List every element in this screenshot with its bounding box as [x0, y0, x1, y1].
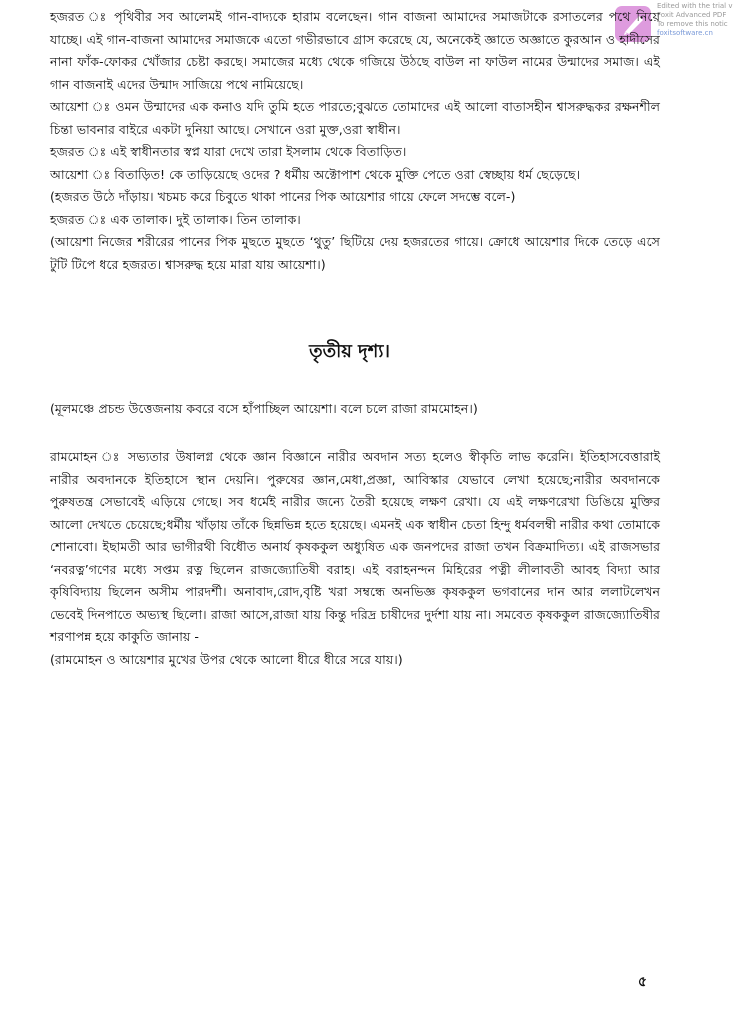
- dialogue-hazrat-3: হজরত ঃ এক তালাক। দুই তালাক। তিন তালাক।: [50, 211, 301, 227]
- dialogue-section-1: [50, 6, 660, 276]
- stage-direction-section: [50, 398, 660, 421]
- watermark-link[interactable]: foxitsoftware.cn: [657, 29, 713, 37]
- watermark-line-2: Foxit Advanced PDF: [657, 11, 727, 19]
- watermark-line-3: To remove this notic: [657, 20, 728, 28]
- stage-direction-4: (রামমোহন ও আয়েশার মুখের উপর থেকে আলো ধীরে ধীরে সরে যায়।): [50, 651, 403, 667]
- dialogue-hazrat-2: হজরত ঃ এই স্বাধীনতার স্বপ্ন যারা দেখে তারা ইসলাম থেকে বিতাড়িত।: [50, 144, 407, 159]
- page-number: ৫: [637, 974, 647, 990]
- dialogue-section-2: [50, 446, 660, 671]
- watermark-line-1: Edited with the trial v: [657, 2, 733, 10]
- stage-direction-3: (মূলমঞ্চে প্রচন্ড উত্তেজনায় কবরে বসে হাঁপাচ্ছিল আয়েশা। বলে চলে রাজা রামমোহন।): [50, 401, 478, 416]
- watermark-text: [657, 2, 733, 38]
- stage-direction-1: (হজরত উঠে দাঁড়ায়। খচমচ করে চিবুতে থাকা পানের পিক আয়েশার গায়ে ফেলে সদম্ভে বলে-): [50, 189, 516, 204]
- dialogue-ayesha-2: আয়েশা ঃ বিতাড়িত! কে তাড়িয়েছে ওদের ? ধর্মীয় অক্টোপাশ থেকে মুক্তি পেতে ওরা স্বেচ্ছায় ধর্ম ছেড়েছে।: [50, 166, 581, 182]
- scene-heading: তৃতীয় দৃশ্য।: [309, 341, 390, 362]
- dialogue-ayesha-1: আয়েশা ঃ ওমন উন্মাদের এক কনাও যদি তুমি হতে পারতে;বুঝতে তোমাদের এই আলো বাতাসহীন শ্বাসরুদ্ধকর রক্ষনশীল চিন্তা ভাবনার বাইরে একটা দুনিয়া আছে। সেখানে ওরা মুক্ত,ওরা স্বাধীন।: [50, 99, 660, 137]
- stage-direction-2: (আয়েশা নিজের শরীরের পানের পিক মুছতে মুছতে ‘থুতু’ ছিটিয়ে দেয় হজরতের গায়ে। ক্রোধে আয়েশার দিকে তেড়ে এসে টুটি টিপে ধরে হজরত। শ্বাসরুদ্ধ হয়ে মারা যায় আয়েশা।): [50, 234, 660, 272]
- dialogue-hazrat-1: হজরত ঃ পৃথিবীর সব আলেমই গান-বাদ্যকে হারাম বলেছেন। গান বাজনা আমাদের সমাজটাকে রসাতলের পথে নিয়ে যাচ্ছে। এই গান-বাজনা আমাদের সমাজকে এতো গভীরভাবে গ্রাস করেছে যে, অনেকেই জ্ঞাতে অজ্ঞাতে কুরআন ও হাদীসের নানা ফাঁক-ফোকর খোঁজার চেষ্টা করছে। সমাজের মধ্যে থেকে গজিয়ে উঠছে বাউল না ফাউল নামের উন্মাদের সমাজ। এই গান বাজনাই এদের উন্মাদ সাজিয়ে পথে নামিয়েছে।: [50, 9, 660, 92]
- dialogue-rammohan-1: রামমোহন ঃ সভ্যতার উষালগ্ন থেকে জ্ঞান বিজ্ঞানে নারীর অবদান সত্য হলেও স্বীকৃতি লাভ করেনি। ইতিহাসবেত্তারাই নারীর অবদানকে ইতিহাসে স্থান দেয়নি। পুরুষের জ্ঞান,মেধা,প্রজ্ঞা, আবিস্কার যেভাবে লেখা হয়েছে;নারীর অবদানকে পুরুষতন্ত্র সেভাবেই এড়িয়ে গেছে। সব ধর্মেই নারীর জন্যে তৈরী হয়েছে লক্ষণ রেখা। যে এই লক্ষণরেখা ডিঙিয়ে মুক্তির আলো দেখতে চেয়েছে;ধর্মীয় খাঁড়ায় তাঁকে ছিন্নভিন্ন হতে হয়েছে। এমনই এক স্বাধীন চেতা হিন্দু ধর্মবলম্বী নারীর কথা তোমাকে শোনাবো। ইছামতী আর ভাগীরথী বিধৌত অনার্য কৃষককুল অধ্যুষিত এক জনপদের রাজা তখন বিক্রমাদিত্য। এই রাজসভার ‘নবরত্ন’গণের মধ্যে সপ্তম রত্ন ছিলেন রাজজ্যোতিষী বরাহ। এই বরাহনন্দন মিহিরের পত্নী লীলাবতী আবহ বিদ্যা আর কৃষিবিদ্যায় ছিলেন অসীম পারদর্শী। অনাবাদ,রোদ,বৃষ্টি খরা সম্বন্ধে অনভিজ্ঞ কৃষককুল ভগবানের দান আর ললাটলেখন ভেবেই দিনপাতে অভ্যস্থ ছিলো। রাজা আসে,রাজা যায় কিন্তু দরিদ্র চাষীদের দুর্দশা যায় না। সমবেত কৃষককুল রাজজ্যোতিষীর শরণাপন্ন হয়ে কাকুতি জানায় -: [50, 449, 661, 644]
